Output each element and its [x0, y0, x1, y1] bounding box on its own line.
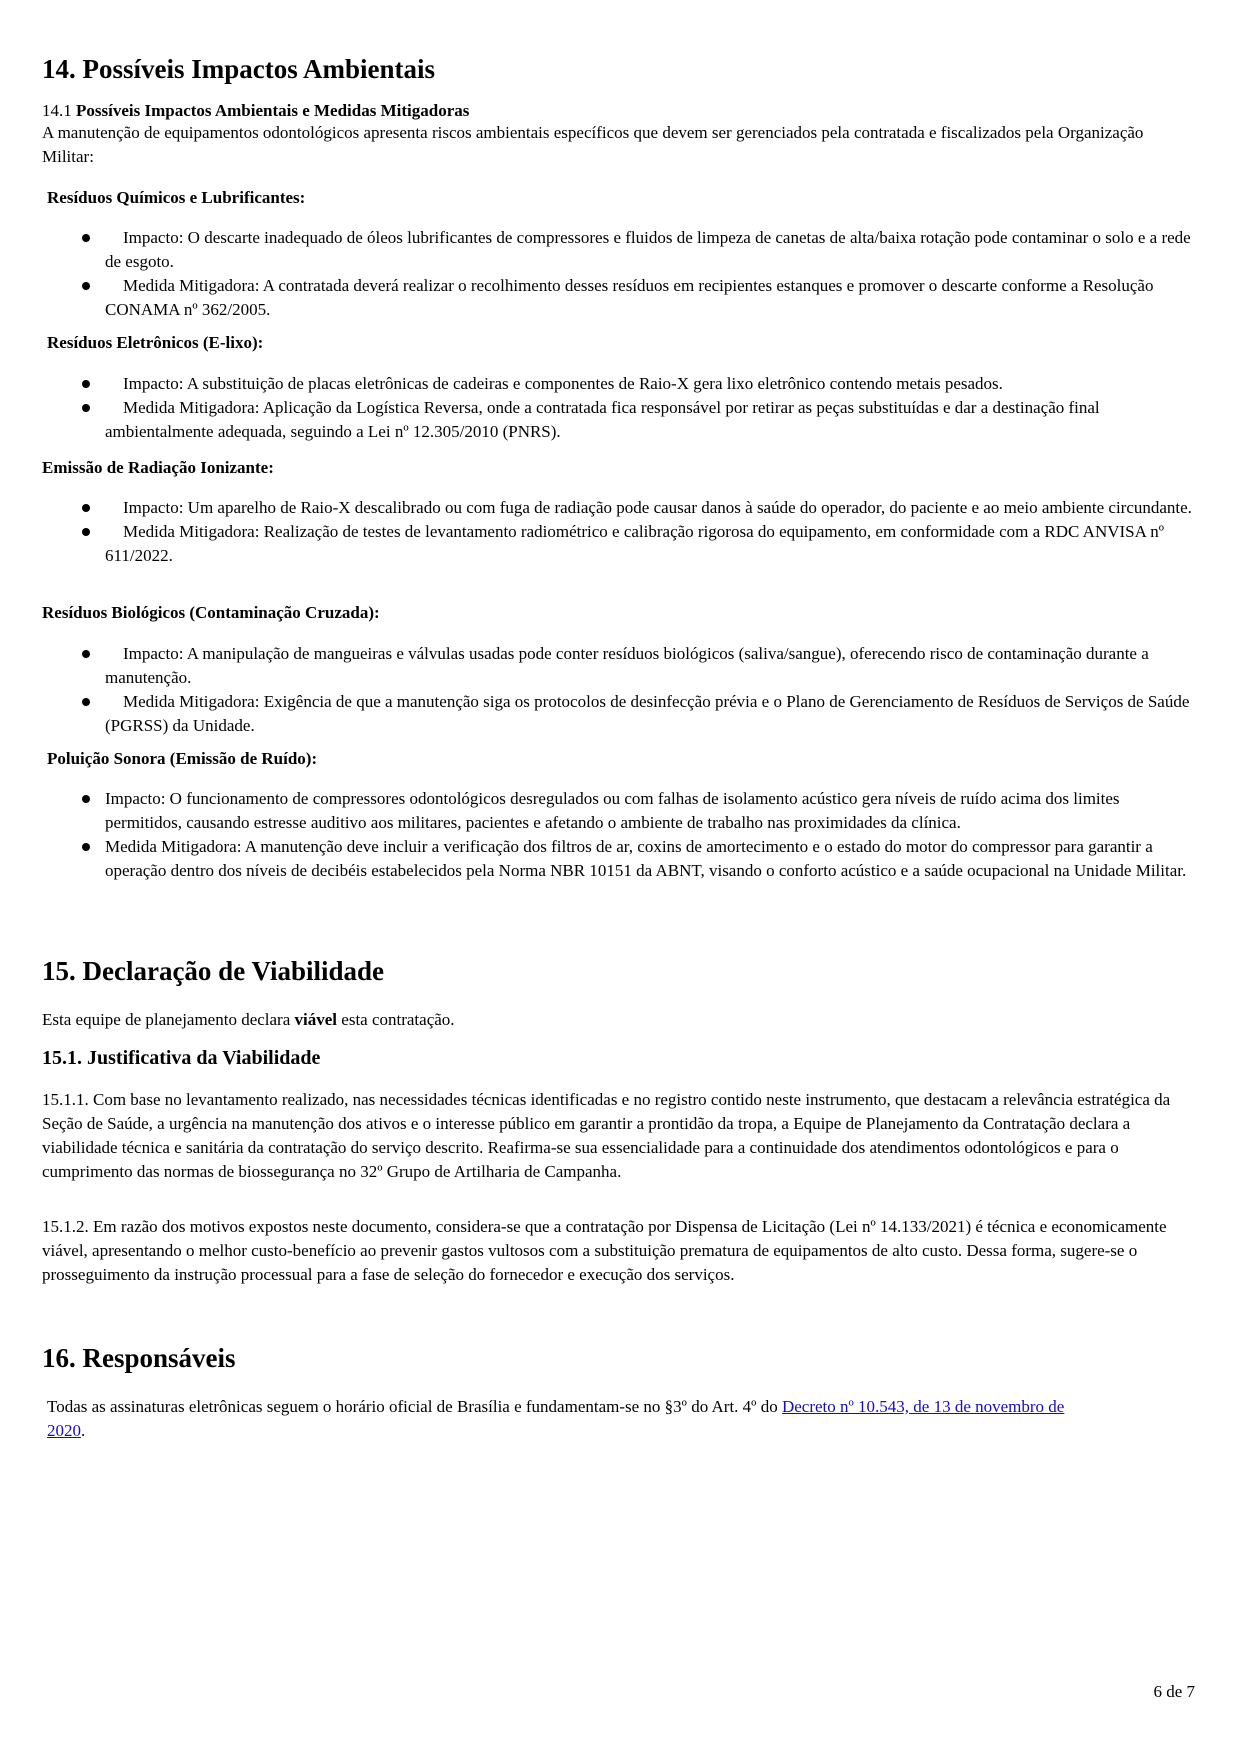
- group-title-noise: Poluição Sonora (Emissão de Ruído):: [47, 749, 318, 768]
- bullet-icon: [82, 528, 90, 536]
- list-item: Medida Mitigadora: A contratada deverá realizar o recolhimento desses resíduos em recipientes estanques e promover o descarte conforme a Resolução CONAMA nº 362/2005.: [42, 274, 1199, 322]
- bullet-icon: [82, 650, 90, 658]
- bullet-icon: [82, 698, 90, 706]
- group-title-electronic: Resíduos Eletrônicos (E-lixo):: [47, 333, 264, 352]
- bullet-icon: [82, 282, 90, 290]
- bullet-icon: [82, 234, 90, 242]
- section-15-heading: 15. Declaração de Viabilidade: [42, 956, 384, 986]
- list-item: Impacto: A manipulação de mangueiras e válvulas usadas pode conter resíduos biológicos (saliva/sangue), oferecendo risco de contaminação durante a manutenção.: [42, 642, 1199, 690]
- page-number: 6 de 7: [1153, 1682, 1195, 1701]
- list-item: Medida Mitigadora: Aplicação da Logística Reversa, onde a contratada fica responsável por retirar as peças substituídas e dar a destinação final ambientalmente adequada, seguindo a Lei nº 12.305/2010 (PNRS).: [42, 396, 1199, 444]
- decree-link[interactable]: Decreto nº 10.543, de 13 de novembro de 2020: [47, 1397, 1065, 1440]
- viable-keyword: viável: [294, 1010, 338, 1029]
- section-14-1-title: [42, 99, 1199, 123]
- group-list-electronic: [42, 372, 1199, 444]
- bullet-icon: [82, 843, 90, 851]
- list-item: Impacto: O descarte inadequado de óleos lubrificantes de compressores e fluidos de limpeza de canetas de alta/baixa rotação pode contaminar o solo e a rede de esgoto.: [42, 226, 1199, 274]
- list-item: Medida Mitigadora: Realização de testes de levantamento radiométrico e calibração rigorosa do equipamento, em conformidade com a RDC ANVISA nº 611/2022.: [42, 520, 1199, 568]
- group-list-radiation: [42, 496, 1199, 568]
- bullet-icon: [82, 404, 90, 412]
- paragraph-15-1-2: 15.1.2. Em razão dos motivos expostos neste documento, considera-se que a contratação por Dispensa de Licitação (Lei nº 14.133/2021) é técnica e economicamente viável, apresentando o melhor custo-benefício ao prevenir gastos vultosos com a substituição prematura de equipamentos de alto custo. Dessa forma, sugere-se o prosseguimento da instrução processual para a fase de seleção do fornecedor e execução dos serviços.: [42, 1217, 1167, 1284]
- section-14-1-prefix: 14.1: [42, 101, 76, 120]
- section-14-intro: A manutenção de equipamentos odontológicos apresenta riscos ambientais específicos que devem ser gerenciados pela contratada e fiscalizados pela Organização Militar:: [42, 123, 1144, 166]
- group-title-biological: Resíduos Biológicos (Contaminação Cruzada):: [42, 603, 380, 622]
- list-item: Medida Mitigadora: Exigência de que a manutenção siga os protocolos de desinfecção prévia e o Plano de Gerenciamento de Resíduos de Serviços de Saúde (PGRSS) da Unidade.: [42, 690, 1199, 738]
- section-14-1-label: Possíveis Impactos Ambientais e Medidas Mitigadoras: [76, 101, 470, 120]
- list-item: Medida Mitigadora: A manutenção deve incluir a verificação dos filtros de ar, coxins de amortecimento e o estado do motor do compressor para garantir a operação dentro dos níveis de decibéis estabelecidos pela Norma NBR 10151 da ABNT, visando o conforto acústico e a saúde ocupacional na Unidade Militar.: [42, 835, 1199, 883]
- group-list-noise: [42, 787, 1199, 883]
- group-title-chemical: Resíduos Químicos e Lubrificantes:: [47, 188, 306, 207]
- group-title-radiation: Emissão de Radiação Ionizante:: [42, 458, 274, 477]
- group-list-biological: [42, 642, 1199, 738]
- group-list-chemical: [42, 226, 1199, 322]
- bullet-icon: [82, 795, 90, 803]
- bullet-icon: [82, 504, 90, 512]
- section-15-declaration: Esta equipe de planejamento declara viável esta contratação.: [42, 1010, 455, 1029]
- list-item: Impacto: O funcionamento de compressores odontológicos desregulados ou com falhas de isolamento acústico gera níveis de ruído acima dos limites permitidos, causando estresse auditivo aos militares, pacientes e afetando o ambiente de trabalho nas proximidades da clínica.: [42, 787, 1199, 835]
- paragraph-15-1-1: 15.1.1. Com base no levantamento realizado, nas necessidades técnicas identificadas e no registro contido neste instrumento, que destacam a relevância estratégica da Seção de Saúde, a urgência na manutenção dos ativos e o interesse público em garantir a prontidão da tropa, a Equipe de Planejamento da Contratação declara a viabilidade técnica e sanitária da contratação do serviço descrito. Reafirma-se sua essencialidade para a continuidade dos atendimentos odontológicos e para o cumprimento das normas de biossegurança no 32º Grupo de Artilharia de Campanha.: [42, 1090, 1171, 1181]
- signature-note: Todas as assinaturas eletrônicas seguem o horário oficial de Brasília e fundamentam-se no §3º do Art. 4º do Decreto nº 10.543, de 13 de novembro de 2020.: [47, 1397, 1065, 1440]
- section-15-1-heading: 15.1. Justificativa da Viabilidade: [42, 1047, 321, 1069]
- bullet-icon: [82, 380, 90, 388]
- section-14-heading: 14. Possíveis Impactos Ambientais: [42, 54, 436, 84]
- section-16-heading: 16. Responsáveis: [42, 1343, 236, 1373]
- list-item: Impacto: Um aparelho de Raio-X descalibrado ou com fuga de radiação pode causar danos à saúde do operador, do paciente e ao meio ambiente circundante.: [42, 496, 1199, 520]
- list-item: Impacto: A substituição de placas eletrônicas de cadeiras e componentes de Raio-X gera lixo eletrônico contendo metais pesados.: [42, 372, 1199, 396]
